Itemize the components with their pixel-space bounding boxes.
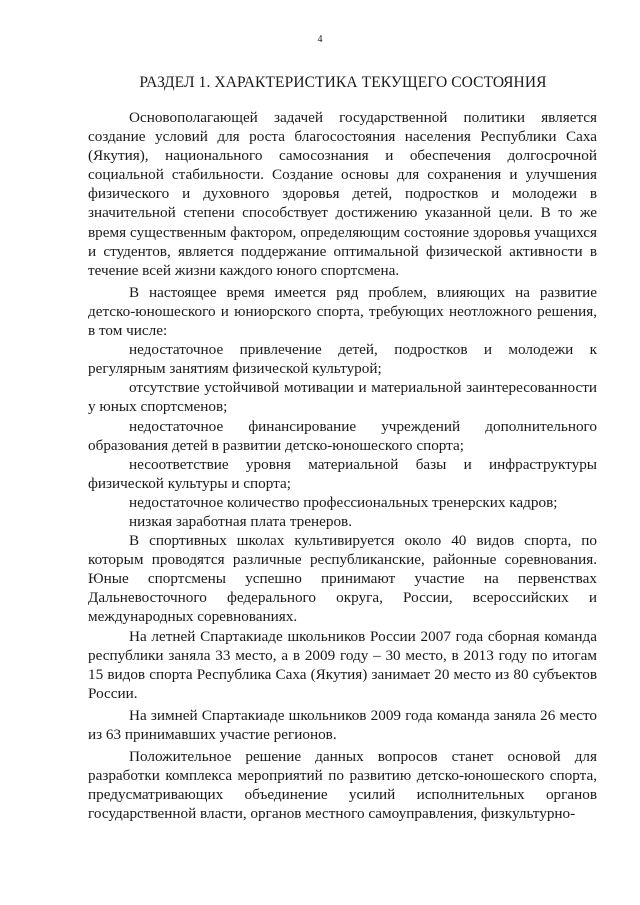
section-title: РАЗДЕЛ 1. ХАРАКТЕРИСТИКА ТЕКУЩЕГО СОСТОЯНИЯ [139,74,547,91]
paragraph-policy-goal: Основополагающей задачей государственной политики является создание условий для роста благосостояния населения Республики Саха (Якутия), национального самосознания и обеспечения долгосрочной социальной стабильности. Создание основы для сохранения и улучшения физического и духовного здоровья детей, подростков и молодежи в значительной степени способствует достижению указанной цели. В то же время существенным фактором, определяющим состояние здоровья учащихся и студентов, является поддержание оптимальной физической активности в течение всей жизни каждого юного спортсмена. [88,109,597,279]
body-text [88,108,597,823]
list-item-problem: низкая заработная плата тренеров. [129,512,353,530]
list-item-problem: отсутствие устойчивой мотивации и материальной заинтересованности у юных спортсменов; [88,379,597,416]
page-number: 4 [317,34,323,45]
paragraph-summer-spartakiad: На летней Спартакиаде школьников России 2007 года сборная команда республики заняла 33 место, а в 2009 году – 30 место, в 2013 году по итогам 15 видов спорта Республика Саха (Якутия) занимает 20 место из 80 субъектов России. [88,627,597,702]
list-item-problem: недостаточное количество профессиональных тренерских кадров; [129,493,558,511]
paragraph-winter-spartakiad: На зимней Спартакиаде школьников 2009 года команда заняла 26 место из 63 принимавших участие регионов. [88,706,597,743]
list-item-problem: недостаточное финансирование учреждений дополнительного образования детей в развитии детско-юношеского спорта; [88,417,597,454]
paragraph-positive-solution: Положительное решение данных вопросов станет основой для разработки комплекса мероприятий по развитию детско-юношеского спорта, предусматривающих объединение усилий исполнительных органов государственной власти, органов местного самоуправления, физкультурно- [88,748,597,823]
list-item-problem: недостаточное привлечение детей, подростков и молодежи к регулярным занятиям физической культурой; [88,341,597,378]
list-item-problem: несоответствие уровня материальной базы и инфраструктуры физической культуры и спорта; [88,455,597,492]
paragraph-problems-intro: В настоящее время имеется ряд проблем, влияющих на развитие детско-юношеского и юниорского спорта, требующих неотложного решения, в том числе: [88,283,597,340]
paragraph-sport-schools: В спортивных школах культивируется около 40 видов спорта, по которым проводятся различные республиканские, районные соревнования. Юные спортсмены успешно принимают участие на первенствах Дальневосточного федерального округа, России, всероссийских и международных соревнованиях. [88,532,597,626]
